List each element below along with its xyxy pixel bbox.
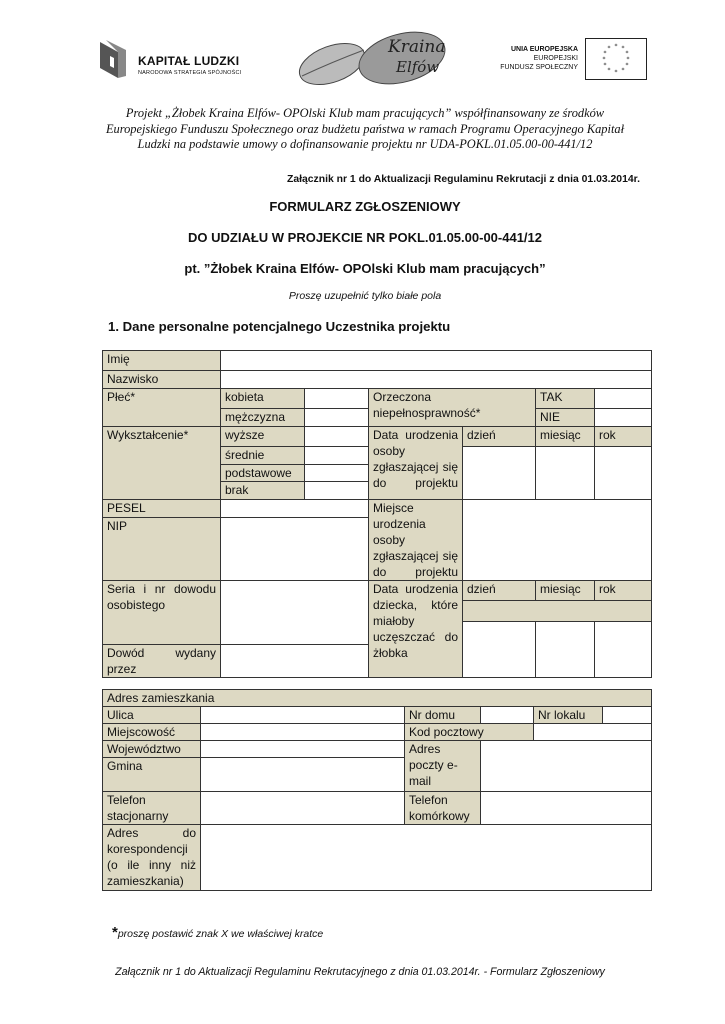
label-adres-korespondencji: Adres do korespondencji (o ile inny niż zamieszkania): [103, 825, 201, 891]
svg-text:*: *: [621, 67, 625, 74]
label-seria-dowodu: Seria i nr dowodu osobistego: [103, 581, 221, 645]
attachment-line: Załącznik nr 1 do Aktualizacji Regulaminu Rekrutacji z dnia 01.03.2014r.: [286, 174, 640, 185]
label-rok-osoby: rok: [595, 427, 652, 447]
input-miesiac-dziecka[interactable]: [536, 622, 595, 678]
label-niepelnosprawnosc: Orzeczona niepełnosprawność*: [369, 389, 536, 427]
eu-line-2: EUROPEJSKI: [533, 55, 578, 62]
input-miejsce-urodzenia[interactable]: [463, 500, 652, 581]
label-kod-pocztowy: Kod pocztowy: [405, 724, 534, 741]
label-gmina: Gmina: [103, 758, 201, 792]
svg-text:*: *: [607, 67, 611, 74]
label-miesiac-dziecka: miesiąc: [536, 581, 595, 601]
input-nazwisko[interactable]: [221, 371, 652, 389]
input-dzien-dziecka[interactable]: [463, 622, 536, 678]
label-pesel: PESEL: [103, 500, 221, 518]
label-nie: NIE: [536, 409, 595, 427]
footnote-star: *: [112, 924, 118, 941]
form-subtitle: DO UDZIAŁU W PROJEKCIE NR POKL.01.05.00-00-441/12: [188, 230, 542, 245]
svg-text:*: *: [603, 62, 607, 69]
svg-text:*: *: [614, 69, 618, 76]
svg-text:*: *: [625, 62, 629, 69]
label-wyzsze: wyższe: [221, 427, 305, 447]
label-wyksztalcenie: Wykształcenie*: [103, 427, 221, 500]
label-telefon-stacjonarny: Telefon stacjonarny: [103, 792, 201, 825]
input-miejscowosc[interactable]: [201, 724, 405, 741]
personal-data-table: [102, 350, 652, 678]
input-ulica[interactable]: [201, 707, 405, 724]
eu-line-1: UNIA EUROPEJSKA: [510, 46, 578, 53]
svg-text:*: *: [603, 50, 607, 57]
eu-fund-text: [488, 45, 578, 72]
logo-text-elfow: Elfów: [396, 58, 440, 76]
footnote-text: proszę postawić znak X we właściwej kratce: [117, 928, 324, 940]
label-kobieta: kobieta: [221, 389, 305, 409]
label-email: Adres poczty e-mail: [405, 741, 481, 792]
svg-text:*: *: [626, 56, 630, 63]
project-intro-text: Projekt „Żłobek Kraina Elfów- OPOlski Klub mam pracujących” współfinansowany ze środków Europejskiego Funduszu Społecznego oraz budżetu państwa w ramach Programu Operacyjnego Kapitał Ludzki na podstawie umowy o dofinansowanie projektu nr UDA-POKL.01.05.00-00-441/12: [105, 106, 625, 151]
input-dowod-wydany[interactable]: [221, 645, 369, 678]
checkbox-mezczyzna[interactable]: [305, 409, 369, 427]
svg-text:*: *: [602, 56, 606, 63]
label-ulica: Ulica: [103, 707, 201, 724]
input-rok-dziecka[interactable]: [595, 622, 652, 678]
checkbox-tak[interactable]: [595, 389, 652, 409]
kapital-ludzki-title: KAPITAŁ LUDZKI: [138, 54, 240, 68]
label-srednie: średnie: [221, 447, 305, 465]
checkbox-srednie[interactable]: [305, 447, 369, 465]
input-imie[interactable]: [221, 351, 652, 371]
shaded-gap-dziecka: [463, 601, 652, 622]
input-adres-korespondencji[interactable]: [201, 825, 652, 891]
label-miejscowosc: Miejscowość: [103, 724, 201, 741]
checkbox-podstawowe[interactable]: [305, 465, 369, 482]
checkbox-kobieta[interactable]: [305, 389, 369, 409]
form-title: FORMULARZ ZGŁOSZENIOWY: [269, 199, 461, 214]
footnote: [112, 924, 323, 941]
label-tak: TAK: [536, 389, 595, 409]
section-title: 1. Dane personalne potencjalnego Uczestnika projektu: [108, 319, 451, 334]
label-data-urodzenia-dziecka: Data urodzenia dziecka, które miałoby uczęszczać do żłobka: [369, 581, 463, 678]
project-name: pt. ”Żłobek Kraina Elfów- OPOlski Klub mam pracujących”: [184, 261, 546, 276]
label-dzien-osoby: dzień: [463, 427, 536, 447]
input-gmina[interactable]: [201, 758, 405, 792]
eu-flag-icon: [585, 38, 647, 80]
svg-text:*: *: [614, 43, 618, 50]
label-miejsce-urodzenia: Miejsce urodzenia osoby zgłaszającej się do projektu: [369, 500, 463, 581]
label-adres-zamieszkania: Adres zamieszkania: [103, 690, 652, 707]
input-pesel[interactable]: [221, 500, 369, 518]
input-email[interactable]: [481, 741, 652, 792]
input-seria-dowodu[interactable]: [221, 581, 369, 645]
label-nr-lokalu: Nr lokalu: [534, 707, 603, 724]
page-footer: Załącznik nr 1 do Aktualizacji Regulaminu Rekrutacyjnego z dnia 01.03.2014r. - Formularz Zgłoszeniowy: [115, 966, 605, 978]
label-mezczyzna: mężczyzna: [221, 409, 305, 427]
label-data-urodzenia-osoby: Data urodzenia osoby zgłaszającej się do projektu: [369, 427, 463, 500]
input-miesiac-osoby[interactable]: [536, 447, 595, 500]
input-nr-lokalu[interactable]: [603, 707, 652, 724]
svg-text:*: *: [625, 50, 629, 57]
label-nr-domu: Nr domu: [405, 707, 481, 724]
eu-line-3: FUNDUSZ SPOŁECZNY: [500, 64, 578, 71]
input-telefon-stacjonarny[interactable]: [201, 792, 405, 825]
label-plec: Płeć*: [103, 389, 221, 427]
label-brak: brak: [221, 482, 305, 500]
address-table: [102, 689, 652, 891]
checkbox-wyzsze[interactable]: [305, 427, 369, 447]
label-dzien-dziecka: dzień: [463, 581, 536, 601]
input-nr-domu[interactable]: [481, 707, 534, 724]
label-imie: Imię: [103, 351, 221, 371]
input-wojewodztwo[interactable]: [201, 741, 405, 758]
svg-text:*: *: [621, 45, 625, 52]
label-telefon-komorkowy: Telefon komórkowy: [405, 792, 481, 825]
kapital-ludzki-subtitle: NARODOWA STRATEGIA SPÓJNOŚCI: [138, 70, 242, 76]
label-wojewodztwo: Województwo: [103, 741, 201, 758]
input-kod-pocztowy[interactable]: [534, 724, 652, 741]
label-rok-dziecka: rok: [595, 581, 652, 601]
label-miesiac-osoby: miesiąc: [536, 427, 595, 447]
input-nip[interactable]: [221, 518, 369, 581]
kraina-elfow-logo: [292, 26, 457, 88]
label-podstawowe: podstawowe: [221, 465, 305, 482]
checkbox-nie[interactable]: [595, 409, 652, 427]
label-nazwisko: Nazwisko: [103, 371, 221, 389]
logo-text-kraina: Kraina: [388, 37, 446, 57]
svg-text:*: *: [607, 45, 611, 52]
input-telefon-komorkowy[interactable]: [481, 792, 652, 825]
checkbox-brak[interactable]: [305, 482, 369, 500]
input-dzien-osoby[interactable]: [463, 447, 536, 500]
label-nip: NIP: [103, 518, 221, 581]
fill-note: Proszę uzupełnić tylko białe pola: [288, 290, 442, 302]
label-dowod-wydany: Dowód wydany przez: [103, 645, 221, 678]
input-rok-osoby[interactable]: [595, 447, 652, 500]
